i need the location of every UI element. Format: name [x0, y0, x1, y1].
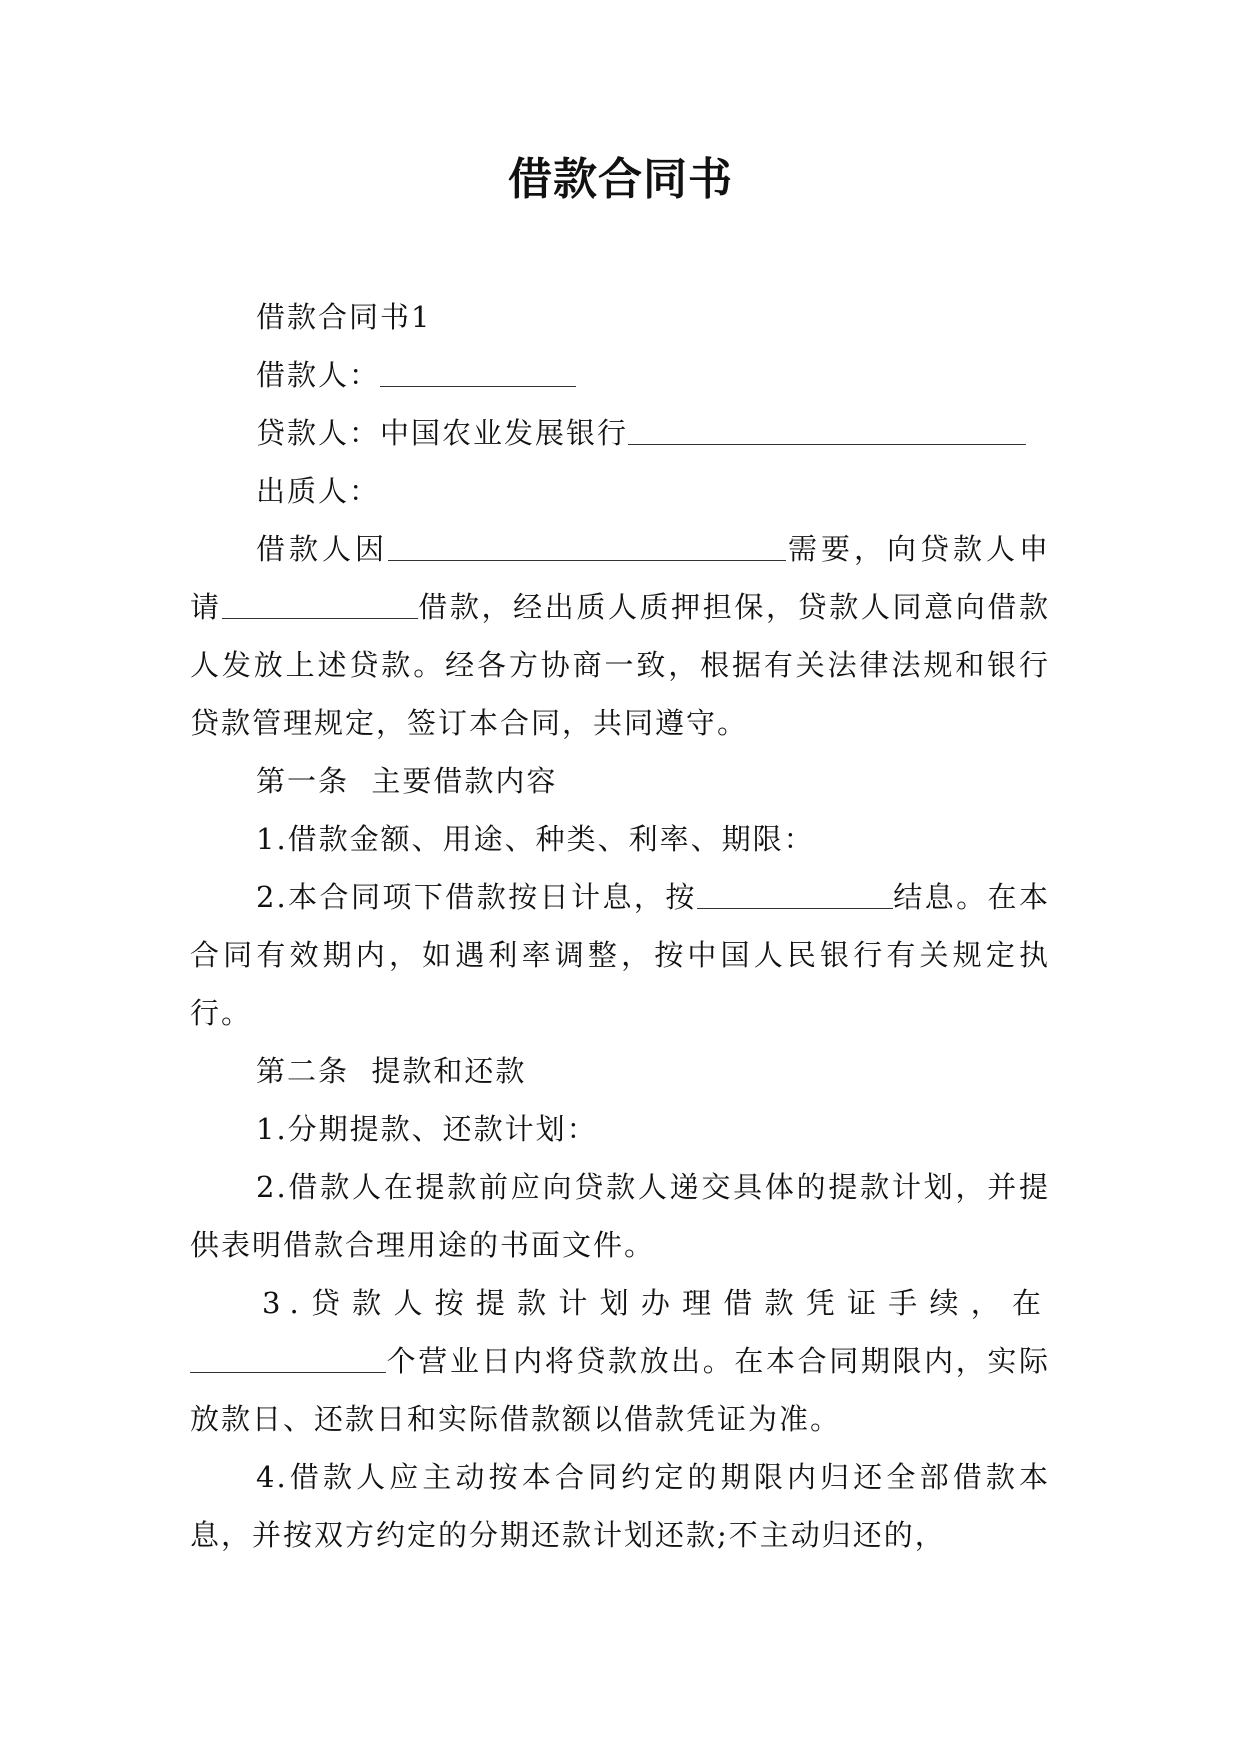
lender-blank — [628, 414, 1026, 445]
article2-item3: 3.贷款人按提款计划办理借款凭证手续，在个营业日内将贷款放出。在本合同期限内，实际放款日、还款日和实际借款额以借款凭证为准。 — [190, 1286, 1050, 1436]
lender-line: 贷款人：中国农业发展银行 — [190, 404, 1050, 462]
article2-item2: 2.借款人在提款前应向贷款人递交具体的提款计划，并提供表明借款合理用途的书面文件。 — [190, 1170, 1050, 1262]
article2-item4: 4.借款人应主动按本合同约定的期限内归还全部借款本息，并按双方约定的分期还款计划还款;不主动归还的， — [190, 1460, 1050, 1552]
pledgor-line: 出质人： — [256, 474, 381, 508]
interest-settlement-blank — [697, 878, 893, 909]
article1-item1: 1.借款金额、用途、种类、利率、期限： — [256, 822, 815, 856]
contract-subtitle: 借款合同书1 — [256, 300, 432, 334]
article2-heading: 第二条 提款和还款 — [256, 1054, 527, 1088]
article1-heading: 第一条 主要借款内容 — [256, 764, 558, 798]
borrower-line: 借款人： — [190, 346, 1050, 404]
business-days-blank — [190, 1342, 386, 1373]
amount-blank — [222, 588, 418, 619]
article2-item1: 1.分期提款、还款计划： — [256, 1112, 598, 1146]
borrower-blank — [380, 356, 576, 387]
preamble-paragraph: 借款人因 需要，向贷款人申请 借款，经出质人质押担保，贷款人同意向借款人发放上述贷款。经各方协商一致，根据有关法律法规和银行贷款管理规定，签订本合同，共同遵守。 — [190, 532, 1050, 740]
purpose-blank — [388, 530, 786, 561]
article1-item2: 2.本合同项下借款按日计息，按 结息。在本合同有效期内，如遇利率调整，按中国人民银行有关规定执行。 — [190, 880, 1050, 1030]
document-title: 借款合同书 — [508, 154, 733, 205]
document-body — [190, 288, 1050, 1564]
